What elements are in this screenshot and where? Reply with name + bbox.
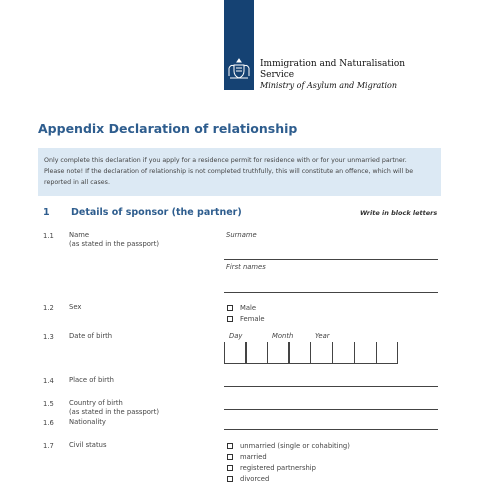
field-number-1-2: 1.2 [43, 304, 54, 312]
country-of-birth-text: Country of birth [69, 399, 123, 407]
org-name-line2: Service [260, 70, 295, 80]
first-names-input[interactable] [224, 292, 438, 293]
place-of-birth-input[interactable] [224, 386, 438, 387]
male-checkbox[interactable] [227, 305, 233, 311]
field-number-1-1: 1.1 [43, 232, 54, 240]
sex-label: Sex [69, 303, 82, 311]
name-label-text: Name [69, 231, 90, 239]
female-checkbox[interactable] [227, 316, 233, 322]
block-letters-note: Write in block letters [360, 209, 438, 217]
first-names-label: First names [226, 263, 266, 271]
section-title: Details of sponsor (the partner) [71, 207, 242, 218]
field-number-1-3: 1.3 [43, 333, 54, 341]
female-label: Female [240, 315, 265, 323]
field-number-1-4: 1.4 [43, 377, 54, 385]
divorced-checkbox[interactable] [227, 476, 233, 482]
month-label: Month [272, 332, 294, 340]
coat-of-arms-logo [226, 56, 252, 82]
surname-input[interactable] [224, 259, 438, 260]
notice-line3: reported in all cases. [44, 179, 110, 186]
name-sublabel: (as stated in the passport) [69, 240, 160, 248]
section-number: 1 [43, 207, 50, 218]
dob-label: Date of birth [69, 332, 113, 340]
registered-partnership-checkbox[interactable] [227, 465, 233, 471]
unmarried-label: unmarried (single or cohabiting) [240, 442, 350, 450]
notice-line2: Please note! If the declaration of relationship is not completed truthfully, this will constitute an offence, which will be [44, 168, 414, 175]
nationality-label: Nationality [69, 418, 106, 426]
notice-box [38, 148, 441, 196]
surname-label: Surname [226, 231, 257, 239]
dob-input[interactable] [224, 342, 398, 364]
year-label: Year [315, 332, 330, 340]
ministry-name: Ministry of Asylum and Migration [260, 81, 398, 90]
country-of-birth-sublabel: (as stated in the passport) [69, 408, 160, 416]
married-label: married [240, 453, 267, 461]
notice-line1: Only complete this declaration if you apply for a residence permit for residence with or for your unmarried partner. [44, 157, 407, 164]
day-label: Day [229, 332, 243, 340]
page-title: Appendix Declaration of relationship [38, 121, 298, 136]
married-checkbox[interactable] [227, 454, 233, 460]
registered-partnership-label: registered partnership [240, 464, 316, 472]
field-number-1-6: 1.6 [43, 419, 54, 427]
male-label: Male [240, 304, 257, 312]
org-name-line1: Immigration and Naturalisation [260, 59, 406, 69]
place-of-birth-label: Place of birth [69, 376, 114, 384]
name-label [69, 231, 159, 249]
civil-status-label: Civil status [69, 441, 107, 449]
country-of-birth-label [69, 399, 159, 417]
field-number-1-7: 1.7 [43, 442, 54, 450]
nationality-input[interactable] [224, 429, 438, 430]
field-number-1-5: 1.5 [43, 400, 54, 408]
divorced-label: divorced [240, 475, 270, 483]
country-of-birth-input[interactable] [224, 409, 438, 410]
unmarried-checkbox[interactable] [227, 443, 233, 449]
